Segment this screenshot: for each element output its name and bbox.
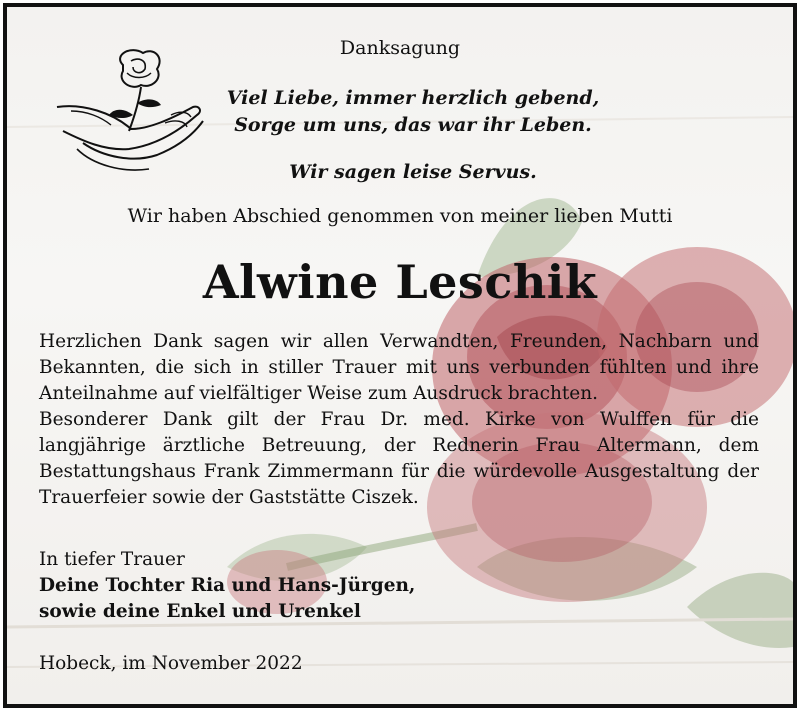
signature-intro: In tiefer Trauer [39, 549, 185, 570]
verse-line: Sorge um uns, das war ihr Leben. [234, 114, 592, 136]
verse-secondary: Wir sagen leise Servus. [289, 161, 537, 183]
signature-block [39, 547, 415, 625]
verse-line: Viel Liebe, immer herzlich gebend, [226, 87, 600, 109]
notice-content [7, 7, 793, 704]
obituary-card [3, 3, 797, 708]
verse-primary [213, 85, 613, 139]
place-date: Hobeck, im November 2022 [39, 653, 303, 674]
intro-line: Wir haben Abschied genommen von meiner lieben Mutti [127, 205, 673, 227]
thanks-text [39, 329, 759, 511]
signature-family: sowie deine Enkel und Urenkel [39, 601, 361, 622]
thanks-paragraph: Herzlichen Dank sagen wir allen Verwandten, Freunden, Nachbarn und Bekannten, die sich in stiller Trauer mit uns verbunden fühlten und ihre Anteilnahme auf vielfältiger Weise zum Ausdruck brachten. [39, 331, 759, 404]
thanks-paragraph: Besonderer Dank gilt der Frau Dr. med. Kirke von Wulffen für die langjährige ärztliche Betreuung, der Rednerin Frau Altermann, dem Bestattungshaus Frank Zimmermann für die würdevolle Ausgestaltung der Trauerfeier sowie der Gaststätte Ciszek. [39, 409, 759, 508]
signature-family: Deine Tochter Ria und Hans-Jürgen, [39, 575, 416, 596]
deceased-name: Alwine Leschik [202, 255, 598, 309]
notice-heading: Danksagung [339, 37, 461, 59]
